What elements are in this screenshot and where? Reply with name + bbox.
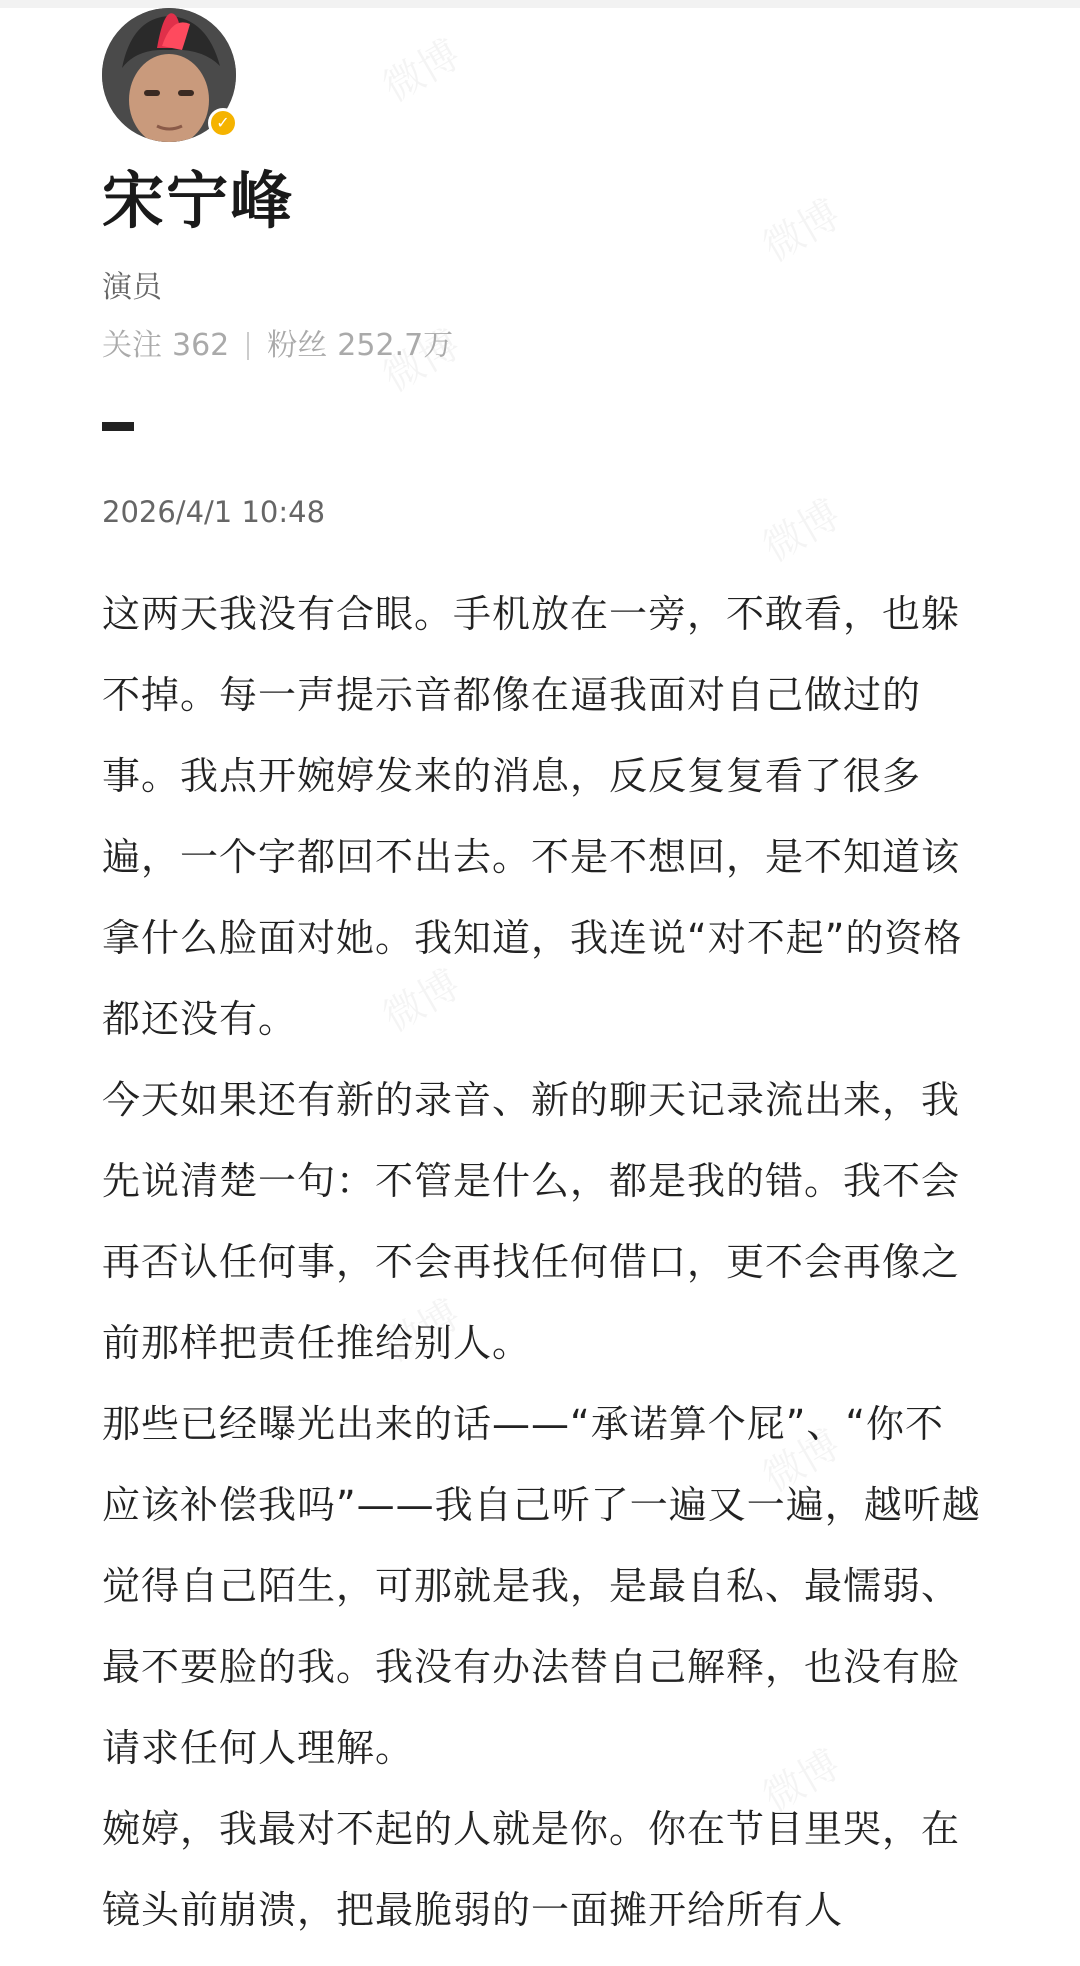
following-count: 362 bbox=[172, 328, 230, 363]
post-content bbox=[102, 574, 982, 1951]
post-paragraph: 今天如果还有新的录音、新的聊天记录流出来，我先说清楚一句：不管是什么，都是我的错。我不会再否认任何事，不会再找任何借口，更不会再像之前那样把责任推给别人。 bbox=[102, 1078, 961, 1365]
following-label: 关注 bbox=[102, 328, 162, 363]
followers-count: 252.7万 bbox=[337, 328, 454, 363]
watermark bbox=[371, 24, 469, 113]
followers-label: 粉丝 bbox=[267, 328, 328, 363]
followers-link[interactable] bbox=[267, 326, 453, 366]
profile-stats bbox=[102, 326, 453, 366]
watermark bbox=[751, 484, 849, 573]
post-paragraph: 那些已经曝光出来的话——“承诺算个屁”、“你不应该补偿我吗”——我自己听了一遍又一遍，越听越觉得自己陌生，可那就是我，是最自私、最懦弱、最不要脸的我。我没有办法替自己解释，也没有脸请求任何人理解。 bbox=[102, 1402, 981, 1770]
verified-badge-icon: ✓ bbox=[208, 108, 238, 138]
stats-divider bbox=[247, 332, 249, 360]
section-dash bbox=[102, 422, 134, 431]
following-link[interactable] bbox=[102, 326, 229, 366]
post-paragraph: 婉婷，我最对不起的人就是你。你在节目里哭，在镜头前崩溃，把最脆弱的一面摊开给所有人 bbox=[102, 1807, 961, 1932]
post-paragraph: 这两天我没有合眼。手机放在一旁，不敢看，也躲不掉。每一声提示音都像在逼我面对自己做过的事。我点开婉婷发来的消息，反反复复看了很多遍，一个字都回不出去。不是不想回，是不知道该拿什么脸面对她。我知道，我连说“对不起”的资格都还没有。 bbox=[102, 592, 963, 1041]
post-timestamp: 2026/4/1 10:48 bbox=[102, 495, 326, 529]
profile-bio: 演员 bbox=[102, 270, 162, 305]
avatar[interactable] bbox=[102, 8, 236, 142]
profile-name[interactable]: 宋宁峰 bbox=[102, 164, 295, 237]
top-divider bbox=[0, 0, 1080, 8]
watermark bbox=[751, 184, 849, 273]
